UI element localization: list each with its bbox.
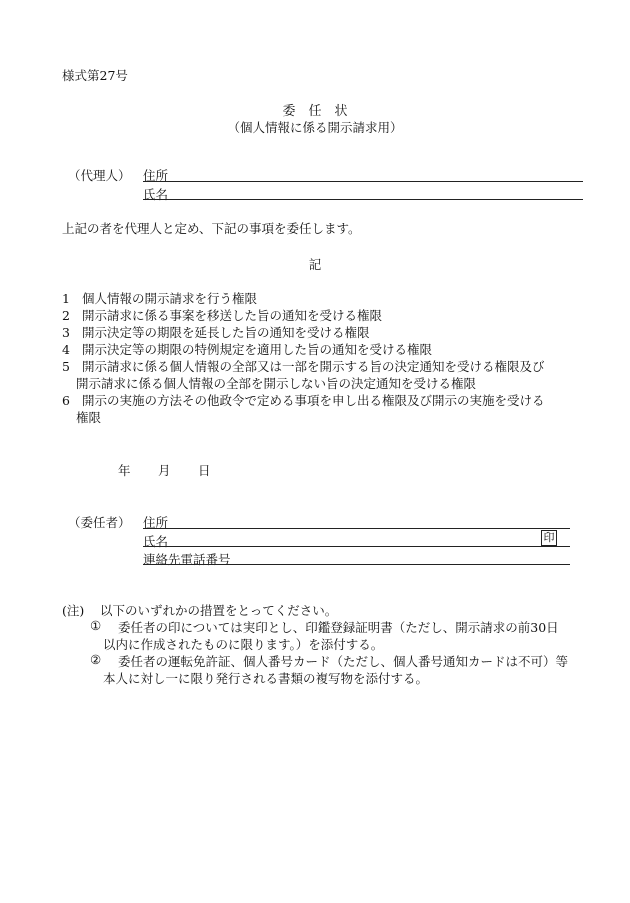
item-text-continued: 開示請求に係る個人情報の全部を開示しない旨の決定通知を受ける権限 xyxy=(76,376,477,391)
item-text: 個人情報の開示請求を行う権限 xyxy=(81,291,257,306)
list-item xyxy=(62,306,382,324)
note-label: (注) xyxy=(62,603,85,618)
date-month-label: 月 xyxy=(158,463,171,478)
list-item xyxy=(62,391,544,409)
list-item xyxy=(62,289,257,307)
list-item xyxy=(62,340,432,358)
note-2-line-2: 本人に対し一に限り発行される書類の複写物を添付する。 xyxy=(103,671,429,686)
agent-name-label: 氏名 xyxy=(143,187,169,202)
item-number: 2 xyxy=(62,308,70,323)
agent-role-label: （代理人） xyxy=(68,168,131,183)
item-text: 開示決定等の期限を延長した旨の通知を受ける権限 xyxy=(81,325,370,340)
item-text: 開示請求に係る個人情報の全部又は一部を開示する旨の決定通知を受ける権限及び xyxy=(81,359,545,374)
document-subtitle: （個人情報に係る開示請求用） xyxy=(227,120,403,135)
item-number: 6 xyxy=(62,393,70,408)
item-number: 1 xyxy=(62,291,70,306)
item-text-continued: 権限 xyxy=(76,410,102,425)
principal-name-field[interactable] xyxy=(143,546,570,547)
date-year-label: 年 xyxy=(118,463,131,478)
note-1-line-2: 以内に作成されたものに限ります。）を添付する。 xyxy=(103,637,384,652)
item-number: 3 xyxy=(62,325,70,340)
seal-box: 印 xyxy=(541,530,557,546)
list-item xyxy=(62,323,369,341)
note-2-line-1: 委任者の運転免許証、個人番号カード（ただし、個人番号通知カードは不可）等 xyxy=(118,654,569,669)
ki-heading: 記 xyxy=(308,257,322,272)
item-number: 4 xyxy=(62,342,70,357)
agent-address-label: 住所 xyxy=(143,168,169,183)
item-number: 5 xyxy=(62,359,70,374)
list-item xyxy=(62,357,544,375)
date-day-label: 日 xyxy=(198,463,211,478)
item-text: 開示の実施の方法その他政令で定める事項を申し出る権限及び開示の実施を受ける xyxy=(81,393,545,408)
agent-address-field[interactable] xyxy=(143,181,583,182)
intro-text: 上記の者を代理人と定め、下記の事項を委任します。 xyxy=(62,221,361,236)
principal-phone-field[interactable] xyxy=(143,564,570,565)
document-title: 委 任 状 xyxy=(282,104,348,119)
principal-name-label: 氏名 xyxy=(143,534,169,549)
item-text: 開示請求に係る事案を移送した旨の通知を受ける権限 xyxy=(81,308,382,323)
agent-name-field[interactable] xyxy=(143,199,583,200)
note-mark-1: ① xyxy=(90,618,102,633)
principal-phone-label: 連絡先電話番号 xyxy=(143,552,231,567)
principal-address-label: 住所 xyxy=(143,515,169,530)
note-intro: 以下のいずれかの措置をとってください。 xyxy=(100,603,338,618)
principal-role-label: （委任者） xyxy=(68,515,131,530)
note-mark-2: ② xyxy=(90,652,102,667)
item-text: 開示決定等の期限の特例規定を適用した旨の通知を受ける権限 xyxy=(81,342,432,357)
principal-address-field[interactable] xyxy=(143,528,570,529)
form-number: 様式第27号 xyxy=(62,68,128,83)
note-1-line-1: 委任者の印については実印とし、印鑑登録証明書（ただし、開示請求の前30日 xyxy=(118,620,559,635)
